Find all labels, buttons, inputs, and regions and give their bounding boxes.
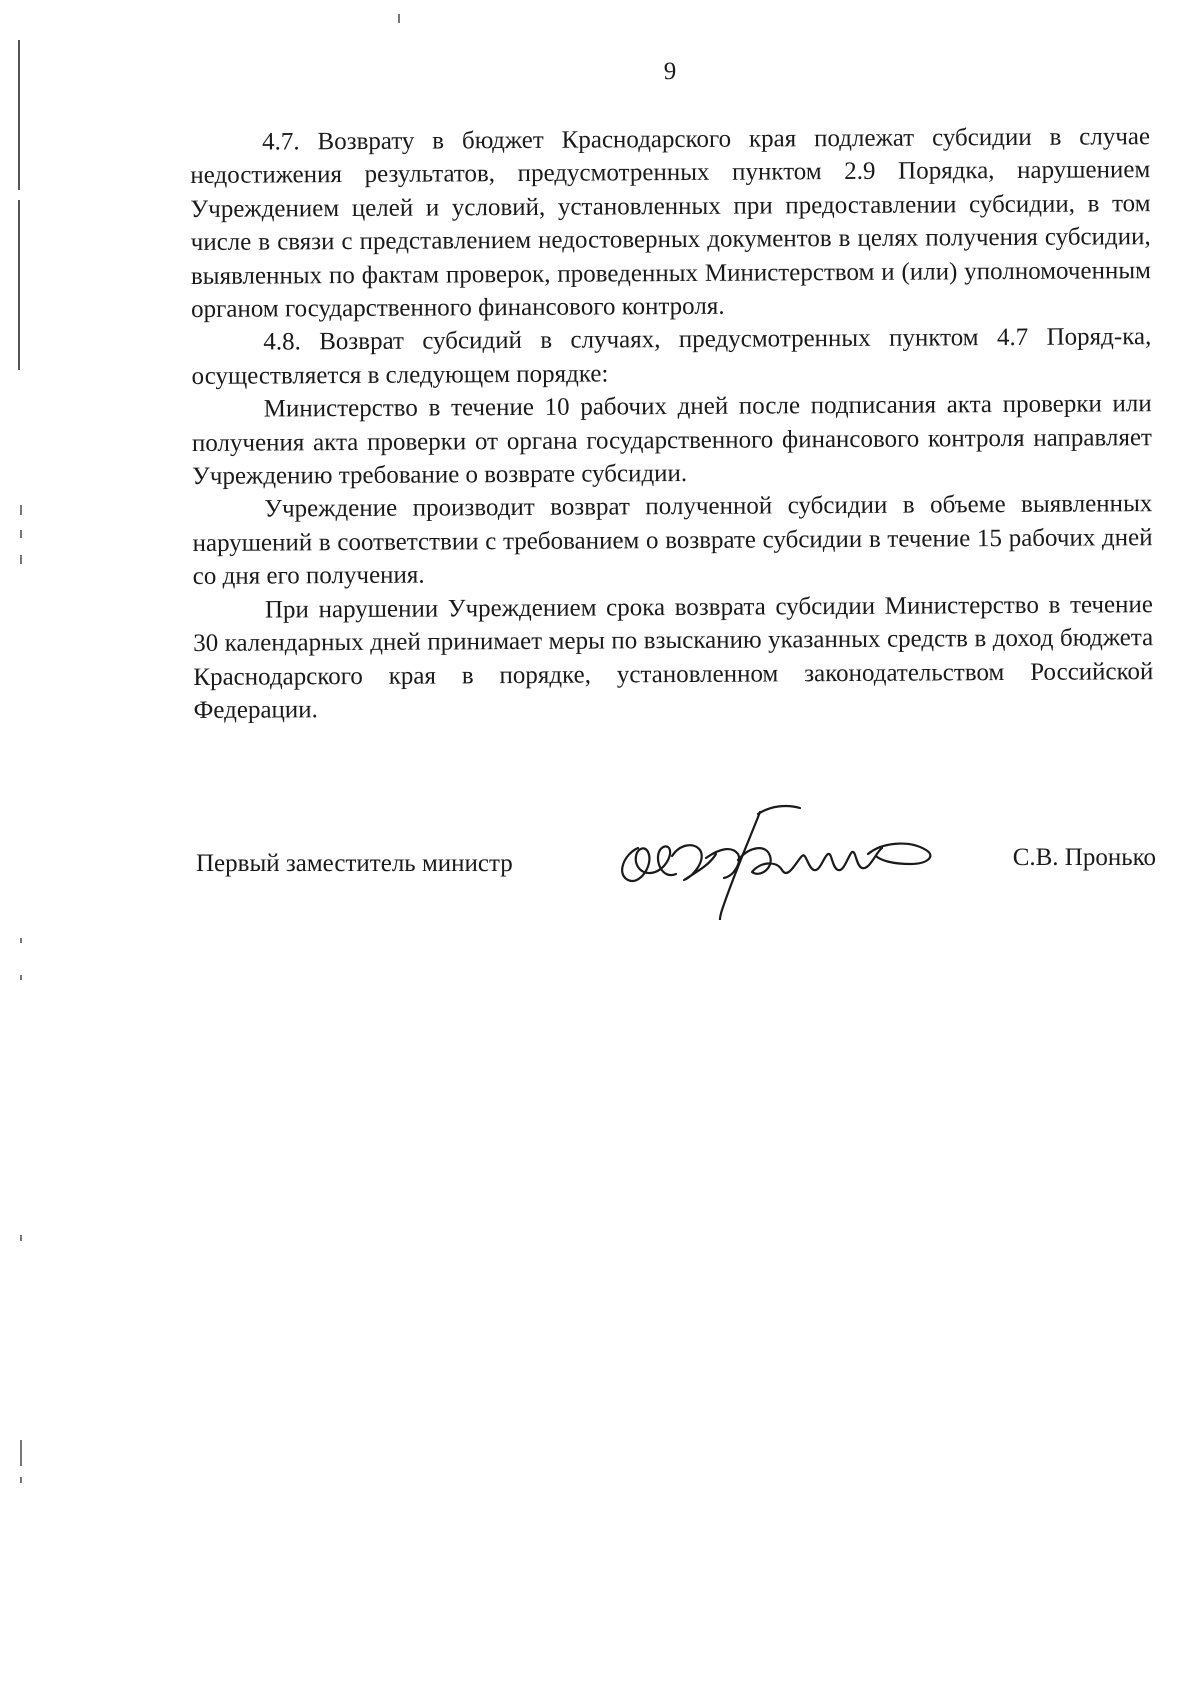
scan-edge-mark [20,1440,22,1466]
document-body [190,120,1154,727]
scan-edge-mark [398,14,400,23]
scan-edge-mark [20,1477,22,1483]
paragraph-ministry-procedure: Министерство в течение 10 рабочих дней после подписания акта проверки или получения акта проверки от органа государственного финансового контроля направляет Учреждению требование о возврате субсидии. [191,390,1153,491]
paragraph-violation-measures: При нарушении Учреждением срока возврата субсидии Министерство в течение 30 календарных дней принимает меры по взысканию указанных средств в доход бюджета Краснодарского края в порядке, установленном законодательством Российской Федерации. [193,590,1154,724]
paragraph-4-7: 4.7. Возврату в бюджет Краснодарского края подлежат субсидии в случае недостижения результатов, предусмотренных пунктом 2.9 Порядка, нарушением Учреждением целей и условий, установленных при предоставлении субсидии, в том числе в связи с представлением недостоверных документов в целях получения субсидии, выявленных по фактам проверок, проведенных Министерством и (или) уполномоченным органом государственного финансового контроля. [190,123,1151,324]
scan-edge-mark [20,505,22,515]
page-number: 9 [663,58,677,85]
scan-edge-mark [20,1235,22,1241]
signatory-name: С.В. Пронько [1012,844,1156,871]
handwritten-signature [610,790,940,920]
paragraph-4-8: 4.8. Возврат субсидий в случаях, предусмотренных пунктом 4.7 Поряд-ка, осуществляется в следующем порядке: [191,323,1152,390]
scan-edge-mark [20,555,22,564]
paragraph-institution-return: Учреждение производит возврат полученной субсидии в объеме выявленных нарушений в соответствии с требованием о возврате субсидии в течение 15 рабочих дней со дня его получения. [192,490,1153,591]
scan-edge-mark [20,975,22,980]
scan-edge-mark [20,938,22,943]
scan-edge-mark [18,200,20,370]
signatory-title: Первый заместитель министр [196,850,513,877]
scan-edge-mark [20,530,22,538]
